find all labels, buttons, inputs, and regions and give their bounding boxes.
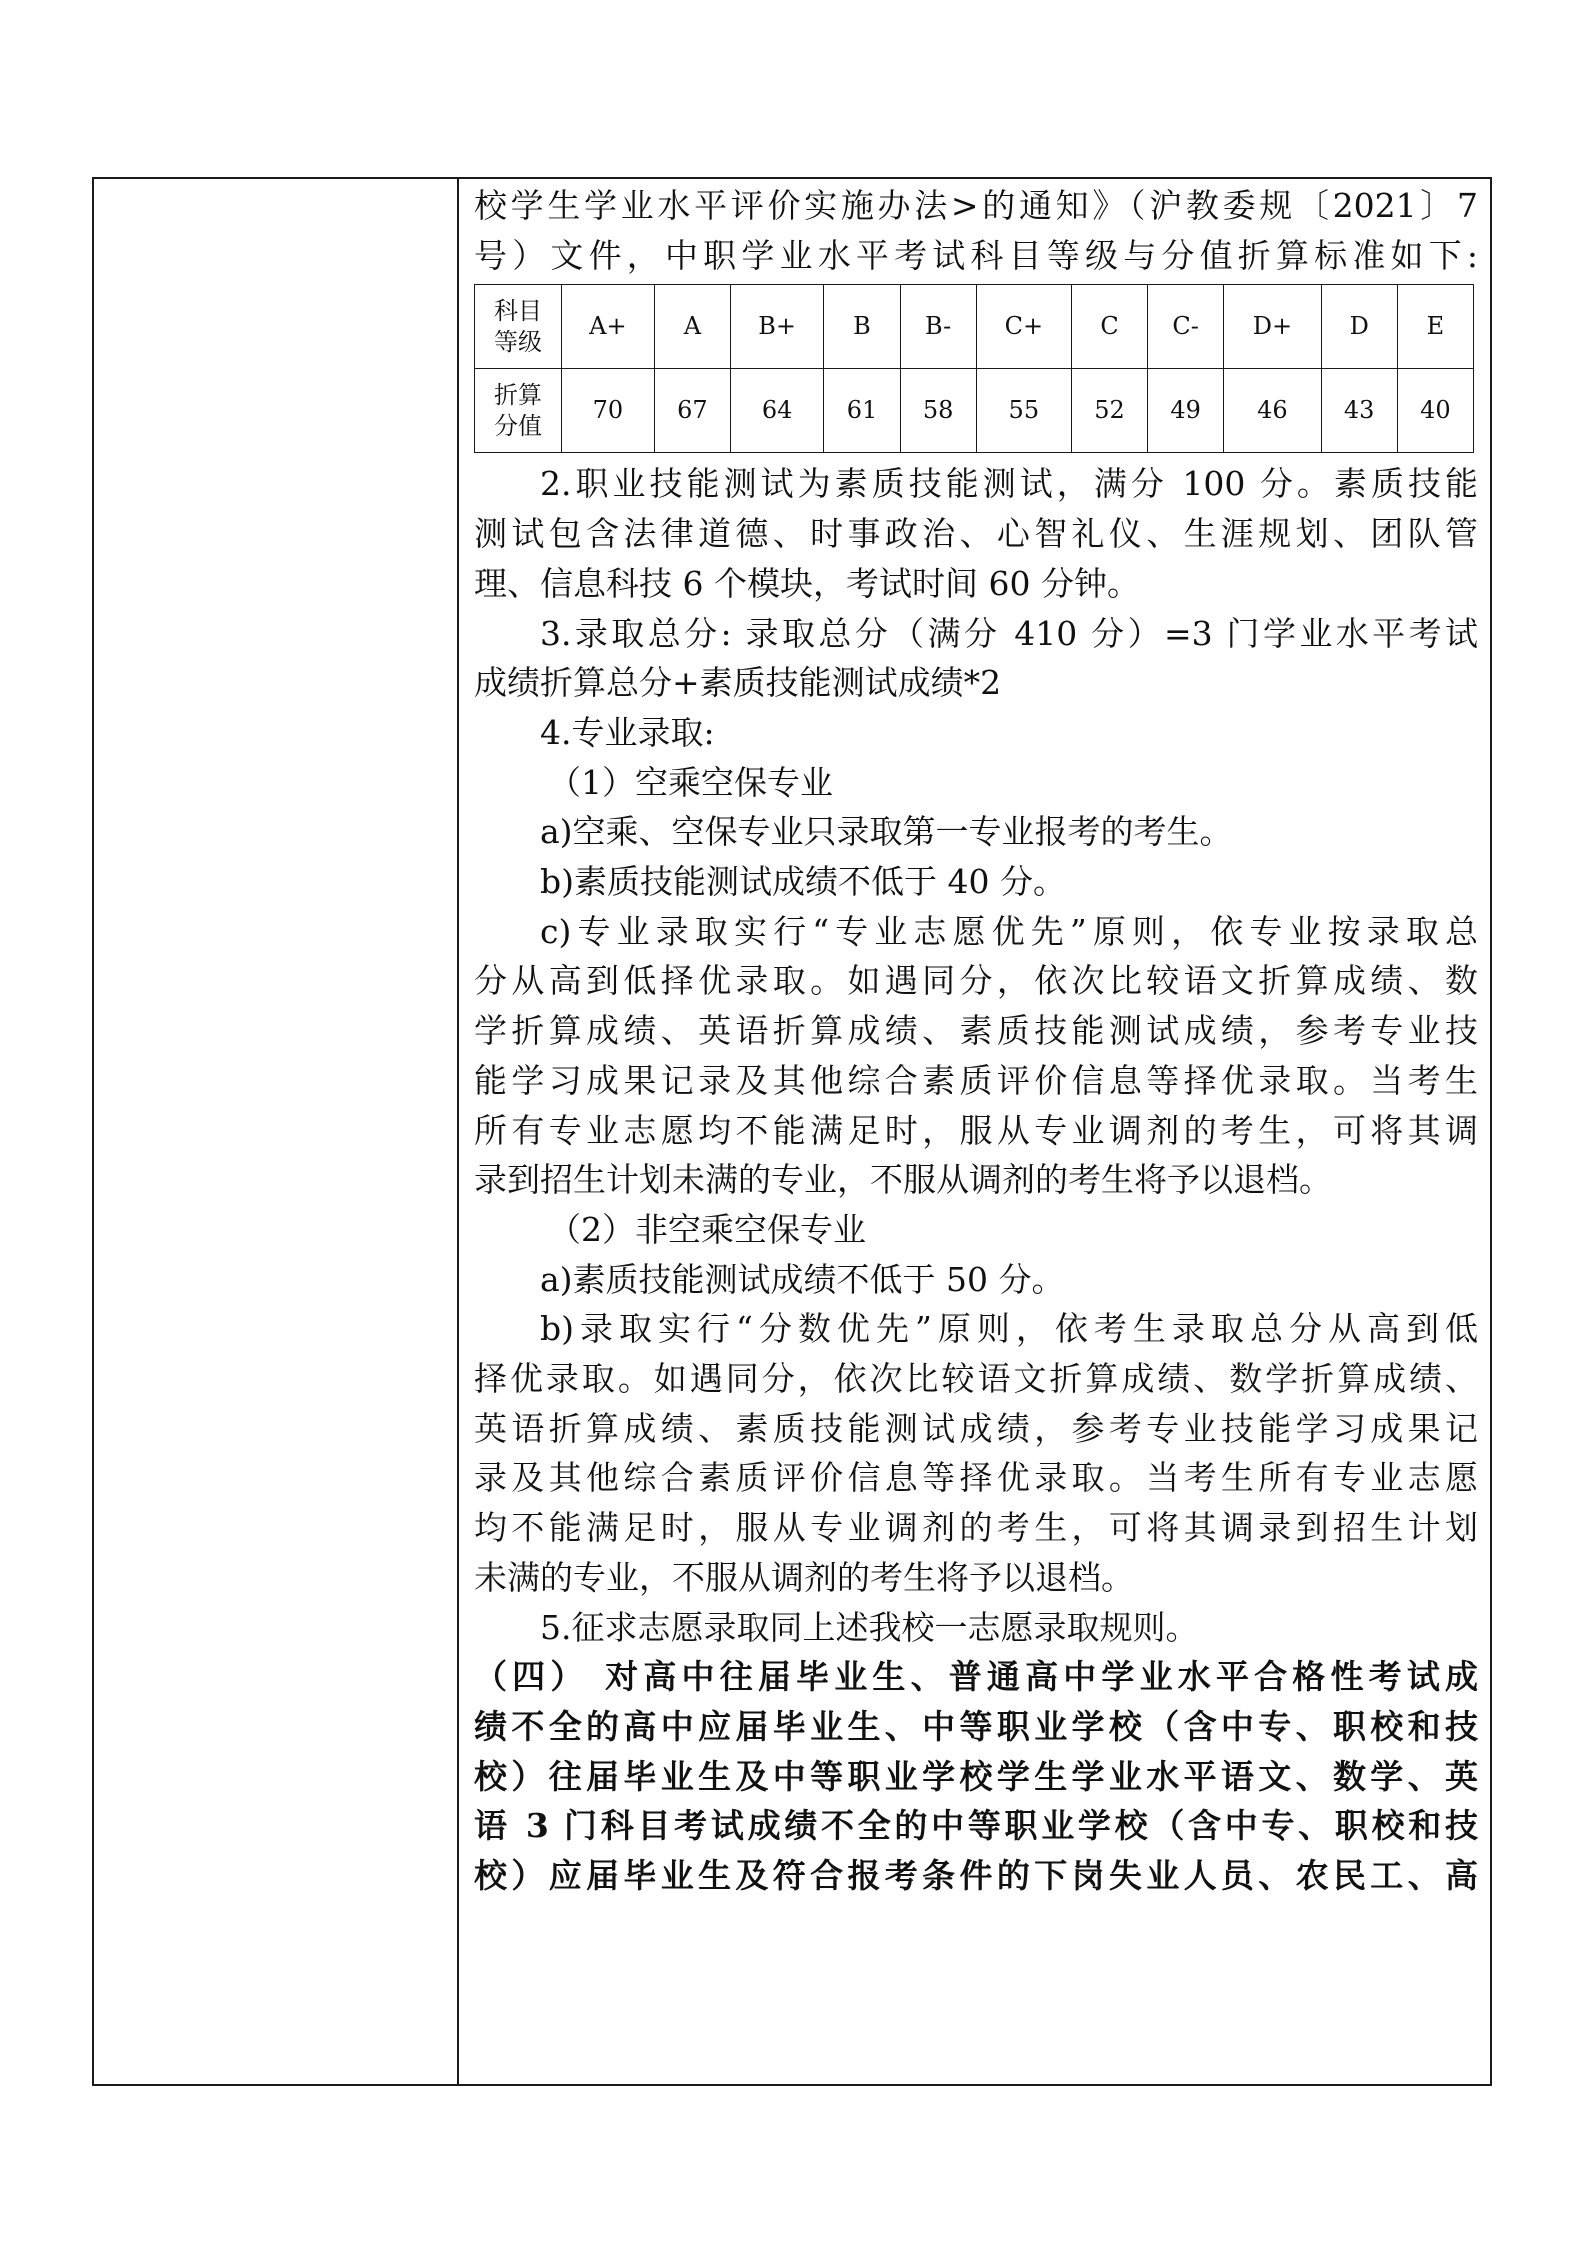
paragraph-line: 均不能满足时，服从专业调剂的考生，可将其调录到招生计划 xyxy=(474,1508,1478,1548)
content-cell xyxy=(474,181,1478,1901)
intro-line: 校学生学业水平评价实施办法>的通知》（沪教委规〔2021〕7 xyxy=(474,186,1478,225)
score-cell: 61 xyxy=(824,369,900,453)
paragraph-line: 择优录取。如遇同分，依次比较语文折算成绩、数学折算成绩、 xyxy=(474,1359,1478,1399)
paragraph-line: 测试包含法律道德、时事政治、心智礼仪、生涯规划、团队管 xyxy=(474,514,1478,554)
score-cell: 46 xyxy=(1224,369,1321,453)
grade-cell: B+ xyxy=(730,285,824,369)
header-text: 科目 xyxy=(494,296,542,325)
score-row xyxy=(475,369,1474,453)
paragraph-line: 英语折算成绩、素质技能测试成绩，参考专业技能学习成果记 xyxy=(474,1408,1478,1448)
header-text: 等级 xyxy=(494,327,542,356)
subsection-title: （1）空乘空保专业 xyxy=(548,762,833,802)
paragraph-line: 5.征求志愿录取同上述我校一志愿录取规则。 xyxy=(540,1607,1199,1647)
score-cell: 67 xyxy=(654,369,730,453)
paragraph-line: 理、信息科技 6 个模块，考试时间 60 分钟。 xyxy=(474,563,1140,603)
paragraph-line: 能学习成果记录及其他综合素质评价信息等择优录取。当考生 xyxy=(474,1060,1478,1100)
paragraph-line: b)素质技能测试成绩不低于 40 分。 xyxy=(540,862,1066,902)
grade-row xyxy=(475,285,1474,369)
section-heading-line: 校）应届毕业生及符合报考条件的下岗失业人员、农民工、高 xyxy=(474,1856,1478,1896)
paragraph-line: 4.专业录取: xyxy=(540,712,715,752)
paragraph-line: 所有专业志愿均不能满足时，服从专业调剂的考生，可将其调 xyxy=(474,1110,1478,1150)
paragraph-line: 录到招生计划未满的专业，不服从调剂的考生将予以退档。 xyxy=(474,1160,1332,1200)
grade-cell: C xyxy=(1071,285,1147,369)
paragraph-line: b)录取实行“分数优先”原则，依考生录取总分从高到低 xyxy=(540,1309,1478,1349)
section-heading-line: 绩不全的高中应届毕业生、中等职业学校（含中专、职校和技 xyxy=(474,1706,1478,1746)
grade-cell: A+ xyxy=(562,285,655,369)
intro-line: 号）文件，中职学业水平考试科目等级与分值折算标准如下: xyxy=(474,235,1478,275)
score-cell: 55 xyxy=(976,369,1071,453)
subsection-title: （2）非空乘空保专业 xyxy=(548,1209,866,1249)
section-heading-line: 语 3 门科目考试成绩不全的中等职业学校（含中专、职校和技 xyxy=(474,1806,1478,1846)
paragraph-line: 成绩折算总分+素质技能测试成绩*2 xyxy=(474,663,1002,703)
grade-cell: E xyxy=(1397,285,1473,369)
paragraph-line: c)专业录取实行“专业志愿优先”原则，依专业按录取总 xyxy=(540,911,1478,951)
score-cell: 64 xyxy=(730,369,824,453)
score-cell: 70 xyxy=(562,369,655,453)
paragraph-line: 3.录取总分: 录取总分（满分 410 分）=3 门学业水平考试 xyxy=(540,613,1478,653)
grade-cell: C+ xyxy=(976,285,1071,369)
score-cell: 49 xyxy=(1148,369,1224,453)
paragraph-line: 学折算成绩、英语折算成绩、素质技能测试成绩，参考专业技 xyxy=(474,1011,1478,1051)
paragraph-line: a)素质技能测试成绩不低于 50 分。 xyxy=(540,1259,1065,1299)
section-heading-line: 校）往届毕业生及中等职业学校学生学业水平语文、数学、英 xyxy=(474,1756,1478,1796)
paragraph-line: 未满的专业，不服从调剂的考生将予以退档。 xyxy=(474,1557,1134,1597)
grade-cell: D xyxy=(1321,285,1397,369)
score-cell: 52 xyxy=(1071,369,1147,453)
paragraph-line: 录及其他综合素质评价信息等择优录取。当考生所有专业志愿 xyxy=(474,1458,1478,1498)
grade-conversion-table xyxy=(474,284,1474,453)
grade-cell: B- xyxy=(900,285,976,369)
header-text: 分值 xyxy=(494,411,542,440)
score-header-cell xyxy=(475,369,562,453)
column-divider xyxy=(457,177,459,2086)
grade-cell: B xyxy=(824,285,900,369)
score-cell: 58 xyxy=(900,369,976,453)
paragraph-line: a)空乘、空保专业只录取第一专业报考的考生。 xyxy=(540,812,1233,852)
score-cell: 43 xyxy=(1321,369,1397,453)
grade-cell: C- xyxy=(1148,285,1224,369)
header-text: 折算 xyxy=(494,380,542,409)
paragraph-line: 2.职业技能测试为素质技能测试，满分 100 分。素质技能 xyxy=(540,464,1478,504)
section-heading-line: （四） 对高中往届毕业生、普通高中学业水平合格性考试成 xyxy=(474,1657,1478,1697)
score-cell: 40 xyxy=(1397,369,1473,453)
paragraph-line: 分从高到低择优录取。如遇同分，依次比较语文折算成绩、数 xyxy=(474,961,1478,1001)
grade-cell: D+ xyxy=(1224,285,1321,369)
grade-header-cell xyxy=(475,285,562,369)
grade-cell: A xyxy=(654,285,730,369)
